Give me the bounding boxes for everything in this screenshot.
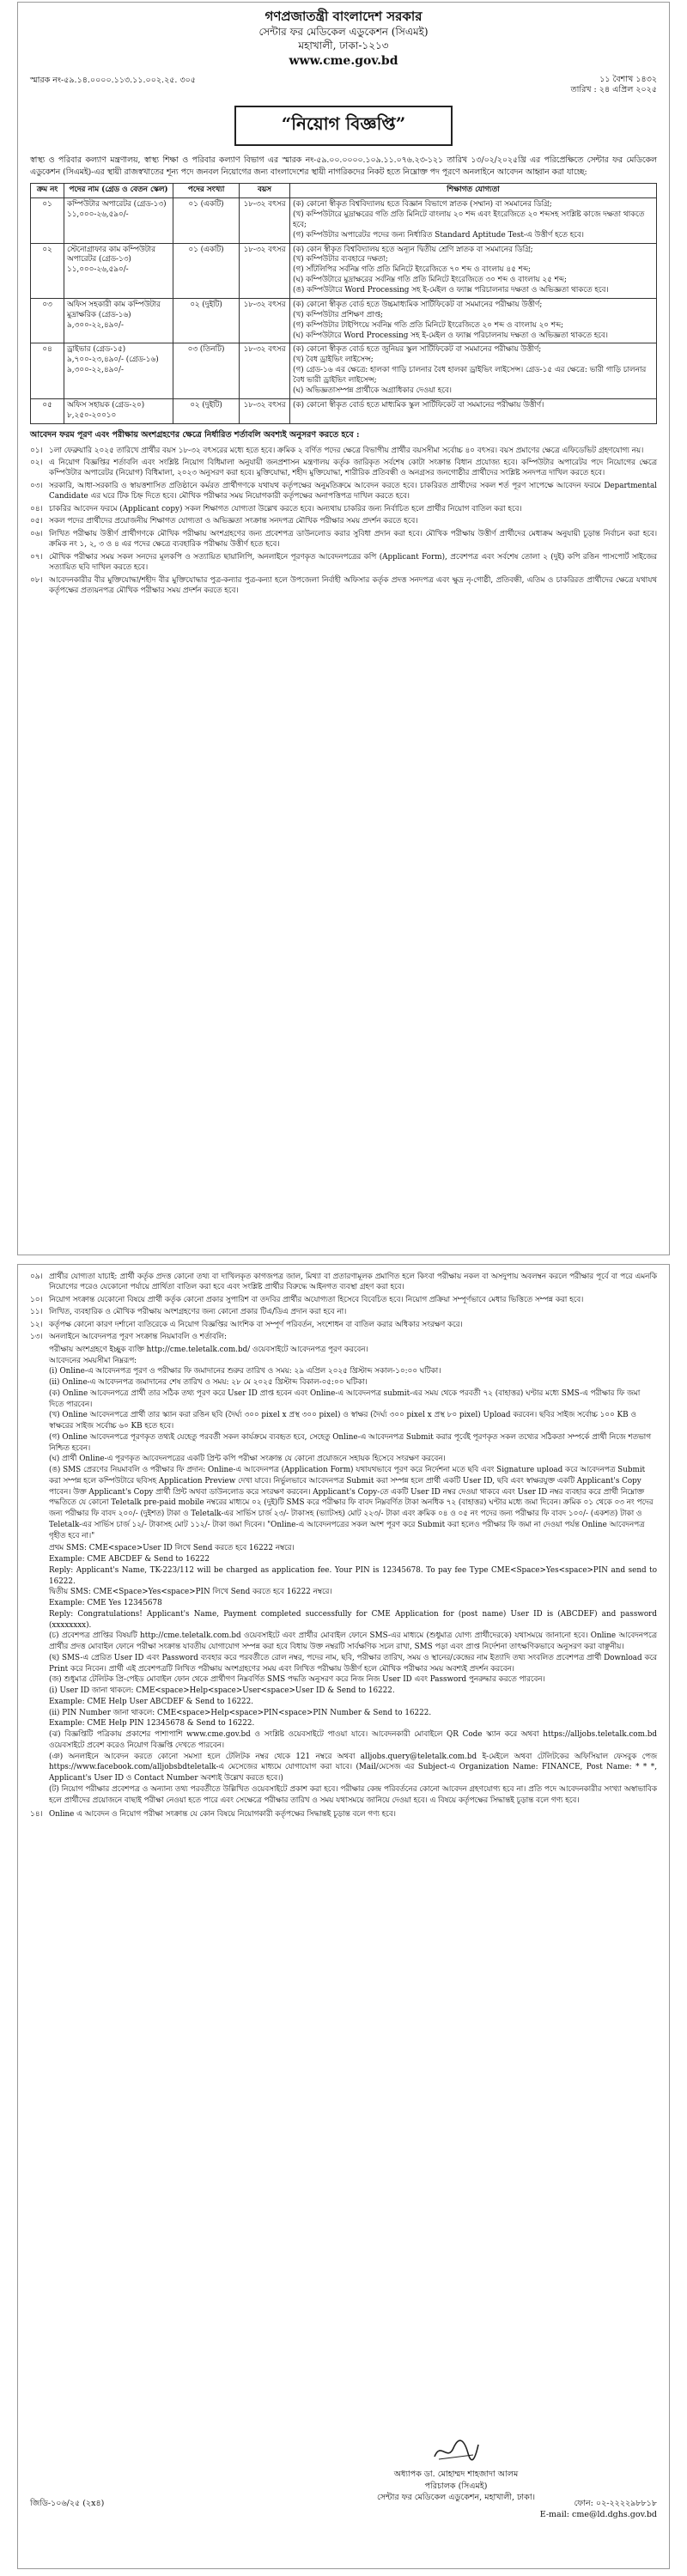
row-post-name: কম্পিউটার অপারেটর (গ্রেড-১৩) ১১,০০০-২৬,৫৯০/- — [64, 198, 173, 244]
notice-title: “নিয়োগ বিজ্ঞপ্তি” — [234, 106, 453, 146]
clause-item — [30, 529, 657, 550]
header-website: www.cme.gov.bd — [289, 53, 398, 68]
row-serial: ০২ — [31, 243, 64, 298]
clause-item — [30, 1272, 657, 1293]
row-qualification — [290, 298, 657, 343]
clause-item — [30, 446, 657, 456]
table-row — [31, 198, 657, 244]
qualification-item: (গ) সাঁটলিপির সর্বনিম্ন গতি প্রতি মিনিটে ইংরেজিতে ৭০ শব্দ ও বাংলায় ৪৫ শব্দ; — [293, 265, 531, 275]
clause-text: লিখিত, ব্যবহারিক ও মৌখিক পরীক্ষায় অংশগ্রহণের জন্য কোনো প্রকার টিএ/ডিএ প্রদান করা হবে না। — [49, 1308, 347, 1317]
header-address: মহাখালী, ঢাকা-১২১৩ — [298, 39, 389, 52]
qualification-item: (ক) কোন স্বীকৃত বিশ্ববিদ্যালয় হতে অন্যূন দ্বিতীয় শ্রেণি স্নাতক বা সমমানের ডিগ্রি; — [293, 245, 533, 254]
online-step-start: (i) Online-এ আবেদনপত্র পূরণ ও পরীক্ষার ফি জমাদানের শুরুর তারিখ ও সময়: ২৯ এপ্রিল ২০২৫ খ্রিস্টাব্দ সকাল-১০:০০ ঘটিকা। — [49, 1367, 441, 1376]
signature-scribble — [430, 2438, 482, 2464]
header-gov: গণপ্রজাতন্ত্রী বাংলাদেশ সরকার — [264, 9, 423, 24]
row-post-name: স্টেনোগ্রাফার কাম কম্পিউটার অপারেটর (গ্রেড-১৩) ১১,০০০-২৬,৫৯০/- — [64, 243, 173, 298]
qualification-item: (খ) কম্পিউটার প্রশিক্ষণ প্রাপ্ত; — [293, 310, 383, 319]
qualification-item: (খ) কম্পিউটারে মুদ্রাক্ষরের গতি প্রতি মিনিটে বাংলায় ২০ শব্দ এবং ইংরেজিতে ২০ শব্দসহ সংশ্লিষ্ট কাজে দক্ষতা থাকতে হবে; — [293, 210, 645, 229]
note-ja: (জ) শুধুমাত্র টেলিটক প্রি-পেইড মোবাইল ফোন থেকে প্রার্থীগণ নিম্নবর্ণিত SMS পদ্ধতি অনুসরণ করে নিজ নিজ User ID এবং Password পুনরুদ্ধার করতে পারবেন। — [49, 1675, 545, 1685]
row-post-count: ০২ (দুইটি) — [173, 298, 240, 343]
clause-text: লিখিত পরীক্ষায় উত্তীর্ণ প্রার্থীগণকে মৌখিক পরীক্ষায় অংশগ্রহণের জন্য প্রবেশপত্র ডাউনলোড করার সুবিধা প্রদান করা হবে। মৌখিক পরীক্ষায় উত্তীর্ণ প্রার্থীদের মেধাক্রম অনুযায়ী চূড়ান্ত নির্বাচন করা হবে। ক্রমিক নং ১, ২, ৩ ও ৪ এর পদের ক্ষেত্রে ব্যবহারিক পরীক্ষায় উত্তীর্ণ হতে হবে। — [49, 529, 657, 550]
clause-text: কর্তৃপক্ষ কোনো কারণ দর্শানো ব্যতিরেকে এ নিয়োগ বিজ্ঞপ্তির আংশিক বা সম্পূর্ণ পরিবর্তন, সংশোধন বা বাতিল করার অধিকার সংরক্ষণ করে। — [49, 1320, 463, 1329]
note-chha: (ছ) SMS-এ প্রেরিত User ID এবং Password ব্যবহার করে পরবর্তীতে রোল নম্বর, পদের নাম, ছবি, পরীক্ষার তারিখ, সময় ও স্থানের/কেন্দ্রের নাম ইত্যাদি তথ্য সংবলিত প্রবেশপত্র প্রার্থী Download করে Print করে নিবেন। প্রার্থী এই প্রবেশপত্রটি লিখিত পরীক্ষায় অংশগ্রহণের সময় এবং লিখিত পরীক্ষায় উত্তীর্ণ হলে মৌখিক পরীক্ষার সময় অবশ্যই প্রদর্শন করবেন। — [49, 1653, 657, 1674]
table-row — [31, 398, 657, 423]
qualification-item: (ক) কোনো স্বীকৃত বোর্ড হতে উচ্চমাধ্যমিক সার্টিফিকেট বা সমমানের পরীক্ষায় উত্তীর্ণ; — [293, 300, 543, 309]
online-sub-kha: (খ) Online আবেদনপত্রে প্রার্থী তার স্ক্যান করা রঙিন ছবি (দৈর্ঘ্য ৩০০ pixel x প্রস্থ ৩০০ pixel) ও স্বাক্ষর (দৈর্ঘ্য ৩০০ pixel x প্রস্থ ৮০ pixel) Upload করবেন। ছবির সাইজ সর্বোচ্চ ১০০ KB ও স্বাক্ষরের সাইজ সর্বোচ্চ ৬০ KB হতে হবে। — [49, 1411, 636, 1431]
row-age: ১৮-৩২ বৎসর — [240, 198, 290, 244]
col-post-count: পদের সংখ্যা — [173, 184, 240, 198]
clause-item — [30, 1809, 657, 1820]
notice-sheet-upper — [17, 2, 670, 1255]
row-qualification — [290, 343, 657, 398]
row-post-name: অফিস সহকারী কাম কম্পিউটার মুদ্রাক্ষরিক (গ্রেড-১৬) ৯,৩০০-২২,৪৯০/- — [64, 298, 173, 343]
row-serial: ০১ — [31, 198, 64, 244]
clause-number: ০৯। — [30, 1273, 43, 1281]
qualification-item: (ক) কোনো স্বীকৃত বিশ্ববিদ্যালয় হতে বিজ্ঞান বিভাগে স্নাতক (সম্মান) বা সমমানের ডিগ্রি; — [293, 200, 552, 210]
clause-text: এ নিয়োগ বিজ্ঞপ্তির শর্তাবলি এবং সংশ্লিষ্ট নিয়োগ বিধিমালা অনুযায়ী জনপ্রশাসন মন্ত্রণালয় কর্তৃক জারিকৃত সর্বশেষ কোটা সংক্রান্ত বিধান প্রযোজ্য হবে। কম্পিউটার অপারেটর পদে নিয়োগের ক্ষেত্রে কম্পিউটার অপারেটর (নিয়োগ) বিধিমালা, ২০২৩ অনুসরণ করা হবে। মুক্তিযোদ্ধা, শহীদ মুক্তিযোদ্ধা, শারীরিক প্রতিবন্ধী ও অনগ্রসর জনগোষ্ঠীর প্রার্থীদের সংশ্লিষ্ট সনদপত্র দাখিল করতে হবে। — [49, 459, 657, 478]
qualification-item: (গ) কম্পিউটার অপারেটর পদের জন্য নির্ধারিত Standard Aptitude Test-এ উত্তীর্ণ হতে হবে। — [293, 230, 584, 240]
online-sub-gha: (ঘ) প্রার্থী Online-এ পূরণকৃত আবেদনপত্রের একটি প্রিন্ট কপি পরীক্ষা সংক্রান্ত যে কোনো প্রয়োজনে সহায়ক হিসেবে সংরক্ষণ করবেন। — [49, 1455, 446, 1464]
qualification-item: (খ) কম্পিউটার ব্যবহারে দক্ষতা; — [293, 255, 388, 264]
note-ta: (ট) নিয়োগ পরীক্ষার প্রবেশপত্র ও অন্যান্য তথ্য পরবর্তীতে উল্লিখিত ওয়েবসাইটে প্রকাশ করা হবে। পরীক্ষার কেন্দ্র পরিবর্তনের কোনো আবেদন গ্রহণযোগ্য হবে না। প্রতি পদে আবেদনকারীর সংখ্যা অস্বাভাবিক হলে প্রার্থীদের প্রয়োজনে বাছাই পরীক্ষা নেওয়া হতে পারে এবং সেক্ষেত্রে পরীক্ষার তারিখ ও সময় যথাসময়ে জানিয়ে দেওয়া হবে। এ বিষয়ে কর্তৃপক্ষের সিদ্ধান্তই চূড়ান্ত বলে গণ্য হবে। — [49, 1784, 657, 1805]
qualification-item: (ঘ) কম্পিউটারে Word Processing সহ ই-মেইল ও ফ্যাক্স পরিচালনায় দক্ষতা ও অভিজ্ঞতা থাকতে হবে। — [293, 331, 608, 340]
clause-text: প্রার্থীর যোগ্যতা যাচাই: প্রার্থী কর্তৃক প্রদত্ত কোনো তথ্য বা দাখিলকৃত কাগজপত্র জাল, মিথ্যা বা প্রতারণামূলক প্রমাণিত হলে কিংবা পরীক্ষায় নকল বা অসদুপায় অবলম্বন করলে পরীক্ষার পূর্বে বা পরে এমনকি নিয়োগের পরেও যেকোনো পর্যায়ে প্রার্থিতা বাতিল করা হবে এবং সংশ্লিষ্ট প্রার্থীর বিরুদ্ধে আইনগত ব্যবস্থা গ্রহণ করা হবে। — [49, 1273, 657, 1292]
sms-first-label: প্রথম SMS: CME<space>User ID লিখে Send করতে হবে 16222 নম্বরে। — [49, 1544, 295, 1553]
clause-number: ০৩। — [30, 481, 43, 490]
footer-phone: ফোন: ০২-২২২২৯৮৮১৮ — [574, 2499, 657, 2508]
signatory-name: অধ্যাপক ডা. মোহাম্মদ শাহজাদা আলম — [393, 2470, 519, 2480]
clause-text: অনলাইনে আবেদনপত্র পূরণ সংক্রান্ত নিয়মাবলি ও শর্তাবলি: — [49, 1333, 227, 1342]
notice-sheet-lower — [17, 1264, 670, 2569]
clause-text: আবেদনকারীর বীর মুক্তিযোদ্ধা/শহীদ বীর মুক্তিযোদ্ধার পুত্র-কন্যার পুত্র-কন্যা হলে উপজেলা নির্বাহী অফিসার কর্তৃক প্রদত্ত সনদপত্র এবং ক্ষুদ্র নৃ-গোষ্ঠী, প্রতিবন্ধী, এতিম ও চাকরিরত প্রার্থীদের ক্ষেত্রে যথাযথ কর্তৃপক্ষের প্রত্যয়নপত্র মৌখিক পরীক্ষার সময় প্রদর্শন করতে হবে। — [49, 575, 657, 596]
memo-date-bn: ১১ বৈশাখ ১৪৩২ — [599, 74, 657, 84]
row-serial: ০৪ — [31, 343, 64, 398]
row-post-count: ০৩ (তিনটি) — [173, 343, 240, 398]
clause-item — [30, 1295, 657, 1305]
clause-number: ১৩। — [30, 1333, 43, 1342]
online-sub-ga: (গ) Online আবেদনপত্রে পূরণকৃত তথ্যই যেহেতু পরবর্তী সকল কার্যক্রমে ব্যবহৃত হবে, সেহেতু Online-এ আবেদনপত্র Submit করার পূর্বেই পূরণকৃত সকল তথ্যের সঠিকতা সম্পর্কে প্রার্থী নিজে শতভাগ নিশ্চিত হবেন। — [49, 1432, 651, 1453]
recover-pin-example: Example: CME Help PIN 12345678 & Send to 16222. — [49, 1719, 255, 1728]
clause-number: ০২। — [30, 459, 43, 467]
clause-text: চাকরির আবেদন ফরমে (Applicant copy) সকল শিক্ষাগত যোগ্যতা উল্লেখ করতে হবে। অন্যথায় চাকরির জন্য নির্বাচিত হলে প্রার্থীর নিয়োগ বাতিল করা হবে। — [49, 504, 522, 513]
conditions-heading: আবেদন ফরম পূরণ এবং পরীক্ষায় অংশগ্রহণের ক্ষেত্রে নির্ধারিত শর্তাবলি অবশ্যই অনুসরণ করতে হবে : — [30, 429, 360, 440]
clause-text: ১লা ফেব্রুয়ারি ২০২৫ তারিখে প্রার্থীর বয়স ১৮-৩২ বৎসরের মধ্যে হতে হবে। ক্রমিক ২ বর্ণিত পদের ক্ষেত্রে বিভাগীয় প্রার্থীর বয়সসীমা সর্বোচ্চ ৪০ বৎসর। বয়স প্রমাণের ক্ষেত্রে এফিডেভিট গ্রহণযোগ্য নয়। — [49, 446, 644, 455]
row-age: ১৮-৩২ বৎসর — [240, 398, 290, 423]
signature-block — [344, 2438, 568, 2503]
qualification-item: (ঘ) কম্পিউটারে মুদ্রাক্ষরের সর্বনিম্ন গতি প্রতি মিনিটে ইংরেজিতে ৩০ শব্দ ও বাংলায় ২৫ শব্দ; — [293, 276, 567, 285]
col-serial: ক্রম নং — [31, 184, 64, 198]
col-post-name: পদের নাম (গ্রেড ও বেতন স্কেল) — [64, 184, 173, 198]
qualification-item: (ঙ) কম্পিউটারে Word Processing সহ ই-মেইল ও ফ্যাক্স পরিচালনার দক্ষতা ও অভিজ্ঞতা থাকতে হবে। — [293, 286, 609, 295]
table-row — [31, 343, 657, 398]
row-age: ১৮-৩২ বৎসর — [240, 343, 290, 398]
row-qualification — [290, 243, 657, 298]
footer-code: জিডি-১০৬/২৫ (২x৪) — [30, 2499, 105, 2508]
memo-date-en: ২৪ এপ্রিল ২০২৫ — [599, 84, 657, 94]
row-post-count: ০২ (দুইটি) — [173, 398, 240, 423]
row-qualification — [290, 398, 657, 423]
row-post-count: ০১ (একটি) — [173, 198, 240, 244]
header — [30, 8, 657, 70]
row-post-name: অফিস সহায়ক (গ্রেড-২০) ৮,২৫০-২০০১০ — [64, 398, 173, 423]
sms-second-reply: Reply: Congratulations! Applicant's Name, Payment completed successfully for CME Application for (post name) User ID is (ABCDEF) and password (xxxxxxxx). — [49, 1609, 657, 1630]
online-schedule-label: আবেদনের সময়সীমা নিম্নরূপ: — [49, 1356, 137, 1365]
qualification-item: (খ) বৈধ ড্রাইভিং লাইসেন্স; — [293, 355, 374, 365]
header-org: সেন্টার ফর মেডিকেল এডুকেশন (সিএমই) — [258, 26, 429, 39]
online-site-line: পরীক্ষায় অংশগ্রহণে ইচ্ছুক ব্যক্তি http://cme.teletalk.com.bd/ ওয়েবসাইটে আবেদনপত্র পূরণ করবেন। — [49, 1345, 368, 1354]
clause-number: ০৭। — [30, 552, 43, 562]
row-post-name: ড্রাইভার (গ্রেড-১৫) ৯,৭০০-২৩,৪৯০/- (গ্রেড-১৬) ৯,৩০০-২২,৪৯০/- — [64, 343, 173, 398]
recover-userid: (i) User ID জানা থাকলে: CME<space>Help<space>User<space>User ID & Send to 16222. — [49, 1686, 395, 1696]
footer — [30, 2498, 657, 2521]
clause-number: ১১। — [30, 1308, 43, 1317]
recover-userid-example: Example: CME Help User ABCDEF & Send to 16222. — [49, 1697, 254, 1706]
signatory-designation: পরিচালক (সিএমই) — [424, 2481, 488, 2491]
row-serial: ০৩ — [31, 298, 64, 343]
clause-number: ০৪। — [30, 504, 43, 513]
clause-item — [30, 458, 657, 479]
clause-number: ১৪। — [30, 1810, 43, 1820]
table-row — [31, 298, 657, 343]
signatory-office: সেন্টার ফর মেডিকেল এডুকেশন, মহাখালী, ঢাকা। — [377, 2492, 535, 2502]
memo-dates — [570, 75, 657, 96]
row-serial: ০৫ — [31, 398, 64, 423]
clause-number: ০৮। — [30, 575, 43, 585]
clause-item — [30, 575, 657, 597]
clause-text: মৌখিক পরীক্ষার সময় সকল সনদের মূলকপি ও সত্যায়িত ছায়ালিপি, অনলাইনে পূরণকৃত আবেদনপত্রের কপি (Applicant Form), প্রবেশপত্র এবং সর্বশেষ তোলা ২ (দুই) কপি রঙিন পাসপোর্ট সাইজের সত্যায়িত ছবি দাখিল করতে হবে। — [49, 552, 657, 573]
clause-item — [30, 504, 657, 514]
clause-number: ১২। — [30, 1320, 43, 1329]
qualification-item: (গ) গ্রেড-১৬ এর ক্ষেত্রে: হালকা গাড়ি চালনার বৈধ হালকা ড্রাইভিং লাইসেন্স। গ্রেড-১৫ এর ক্ষেত্রে: ভারী গাড়ি চালনার বৈধ ভারী ড্রাইভিং লাইসেন্স; — [293, 366, 647, 386]
note-nya: (ঞ) অনলাইনে আবেদন করতে কোনো সমস্যা হলে টেলিটক নম্বর থেকে 121 নম্বরে অথবা alljobs.query@teletalk.com.bd ই-মেইলে অথবা টেলিটকের অফিসিয়াল ফেসবুক পেজ https://www.facebook.com/alljobsbdteletalk-এ মেসেজের মাধ্যমে যোগাযোগ করা যাবে। (Mail/মেসেজ এর Subject-এ Organization Name: FINANCE, Post Name: * * *, Applicant's User ID ও Contact Number অবশ্যই উল্লেখ করতে হবে।) — [49, 1752, 657, 1783]
posts-table-header — [31, 184, 657, 198]
clause-number: ১০। — [30, 1295, 43, 1304]
recover-pin: (ii) PIN Number জানা থাকলে: CME<space>Help<space>PIN<space>PIN Number & Send to 16222. — [49, 1708, 432, 1717]
footer-email: E-mail: cme@ld.dghs.gov.bd — [539, 2510, 657, 2520]
memo-ref: স্মারক নং-৫৯.১৪.০০০০.১১৩.১১.০০২.২৫. ৩০৫ — [30, 75, 196, 85]
sms-second-example: Example: CME Yes 12345678 — [49, 1599, 162, 1608]
memo-date-label: তারিখ : — [570, 84, 597, 94]
online-step-end: (ii) Online-এ আবেদনপত্র জমাদানের শেষ তারিখ ও সময়: ২৮ মে ২০২৫ খ্রিস্টাব্দ বিকাল-০৫:০০ ঘটিকা। — [49, 1378, 368, 1388]
qualification-item: (ক) কোনো স্বীকৃত বোর্ড হতে মাধ্যমিক স্কুল সার্টিফিকেট বা সমমানের পরীক্ষায় উত্তীর্ণ। — [293, 400, 544, 410]
clause-item — [30, 552, 657, 574]
note-jha: (ঝ) বিজ্ঞপ্তিটি পত্রিকায় প্রকাশের পাশাপাশি www.cme.gov.bd ও সংশ্লিষ্ট ওয়েবসাইটে পাওয়া যাবে। আবেদনকারী মোবাইলে QR Code স্ক্যান করে অথবা https://alljobs.teletalk.com.bd ওয়েবসাইটে প্রবেশ করেও নিয়োগ বিজ্ঞপ্তি দেখতে পারবেন। — [49, 1730, 657, 1750]
qualification-item: (গ) কম্পিউটার টাইপিংয়ে সর্বনিম্ন গতি প্রতি মিনিটে ইংরেজিতে ২০ শব্দ ও বাংলায় ২০ শব্দ; — [293, 320, 564, 330]
online-sub-uma: (ঙ) SMS প্রেরণের নিয়মাবলি ও পরীক্ষার ফি প্রদান: Online-এ আবেদনপত্র (Application Form) যথাযথভাবে পূরণ করে নির্দেশনা মতে ছবি এবং Signature upload করে আবেদনপত্র Submit করা সম্পন্ন হলে কম্পিউটারে ছবিসহ Application Preview দেখা যাবে। নির্ভুলভাবে আবেদনপত্র Submit করা সম্পন্ন হলে প্রার্থী একটি User ID, ছবি এবং স্বাক্ষরযুক্ত একটি Applicant's Copy পাবেন। উক্ত Applicant's Copy প্রার্থী প্রিন্ট অথবা ডাউনলোড করে সংরক্ষণ করবেন। Applicant's Copy-তে একটি User ID নম্বর দেওয়া থাকবে এবং User ID নম্বর ব্যবহার করে প্রার্থী নিম্নোক্ত পদ্ধতিতে যে কোনো Teletalk pre-paid mobile নম্বরের মাধ্যমে ০২ (দুই)টি SMS করে পরীক্ষার ফি বাবদ নিম্নবর্ণিত টাকা অনধিক ৭২ (বাহাত্তর) ঘণ্টার মধ্যে জমা দিবেন। ক্রমিক ০১ থেকে ০৩ নং পদের জন্য পরীক্ষার ফি বাবদ ২০০/- (দুইশত) টাকা ও Teletalk-এর সার্ভিস চার্জ ২৩/- টাকাসহ (ভ্যাটসহ) মোট ২২৩/- টাকা এবং ক্রমিক ০৪ ও ০৫ নং পদের জন্য পরীক্ষার ফি বাবদ ১০০/- (একশত) টাকা ও Teletalk-এর সার্ভিস চার্জ ১২/- টাকাসহ মোট ১১২/- টাকা জমা দিবেন। "Online-এ আবেদনপত্রের সকল অংশ পূরণ করে Submit করা হলেও পরীক্ষার ফি জমা না দেওয়া পর্যন্ত Online আবেদনপত্র গৃহীত হবে না।" — [49, 1466, 654, 1540]
col-qualification: শিক্ষাগত যোগ্যতা — [290, 184, 657, 198]
col-age: বয়স — [240, 184, 290, 198]
row-age: ১৮-৩২ বৎসর — [240, 243, 290, 298]
table-row — [31, 243, 657, 298]
clause-item — [30, 1320, 657, 1330]
intro-paragraph: স্বাস্থ্য ও পরিবার কল্যাণ মন্ত্রণালয়, স্বাস্থ্য শিক্ষা ও পরিবার কল্যাণ বিভাগ এর স্মারক নং-৫৯.০০.০০০০.১০৯.১১.০৭৬.২৩-১২১ তারিখ ১৩/০২/২০২৫খ্রি এর পরিপ্রেক্ষিতে সেন্টার ফর মেডিকেল এডুকেশন (সিএমই)-এর স্থায়ী রাজস্বখাতের শূন্য পদে জনবল নিয়োগের জন্য বাংলাদেশের স্থায়ী নাগরিকদের নিকট হতে নিম্নোক্ত পদ পূরণে অনলাইনে আবেদন আহ্বান করা যাচ্ছে: — [30, 155, 657, 177]
sms-first-reply: Reply: Applicant's Name, TK-223/112 will be charged as application fee. Your PIN is 12345678. To pay fee Type CME<Space>Yes<space>PIN and send to 16222. — [49, 1565, 657, 1586]
clause-item — [30, 516, 657, 526]
note-cha: (চ) প্রবেশপত্র প্রাপ্তির বিষয়টি http://cme.teletalk.com.bd ওয়েবসাইটে এবং প্রার্থীর মোবাইল ফোনে SMS-এর মাধ্যমে (শুধুমাত্র যোগ্য প্রার্থীদেরকে) যথাসময়ে জানানো হবে। Online আবেদনপত্রে প্রার্থীর প্রদত্ত মোবাইল ফোনে পরীক্ষা সংক্রান্ত যাবতীয় যোগাযোগ সম্পন্ন করা হবে বিধায় উক্ত নম্বরটি সার্বক্ষণিক সচল রাখা, SMS পড়া এবং প্রাপ্ত নির্দেশনা তাৎক্ষণিকভাবে অনুসরণ করা বাঞ্ছনীয়। — [49, 1631, 657, 1652]
clause-text: নিয়োগ সংক্রান্ত যেকোনো বিষয়ে প্রার্থী কর্তৃক কোনো প্রকার সুপারিশ বা তদবির প্রার্থীর অযোগ্যতা হিসেবে বিবেচিত হবে। নিয়োগ প্রক্রিয়া সম্পূর্ণভাবে মেধার ভিত্তিতে সম্পন্ন করা হবে। — [49, 1295, 584, 1304]
clause-text: Online এ আবেদন ও নিয়োগ পরীক্ষা সংক্রান্ত যে কোন বিষয়ে নিয়োগকারী কর্তৃপক্ষের সিদ্ধান্তই চূড়ান্ত বলে গণ্য হবে। — [49, 1810, 396, 1820]
clause-text: সকল পদের প্রার্থীদের প্রয়োজনীয় শিক্ষাগত যোগ্যতা ও অভিজ্ঞতা সংক্রান্ত সনদপত্র মৌখিক পরীক্ষার সময় প্রদর্শন করতে হবে। — [49, 517, 418, 526]
clause-item — [30, 1332, 657, 1342]
row-qualification — [290, 198, 657, 244]
clause-item — [30, 481, 657, 502]
clause-number: ০৬। — [30, 529, 43, 538]
memo-line — [30, 75, 657, 96]
qualification-item: (ক) কোনো স্বীকৃত বোর্ড হতে জুনিয়র স্কুল সার্টিফিকেট বা সমমানের পরীক্ষায় উত্তীর্ণ; — [293, 345, 542, 355]
clause-number: ০১। — [30, 446, 43, 455]
clause-text: সরকারি, আধা-সরকারি ও স্বায়ত্তশাসিত প্রতিষ্ঠানে কর্মরত প্রার্থীগণকে যথাযথ কর্তৃপক্ষের অনুমতিক্রমে আবেদন করতে হবে। চাকরিরত প্রার্থীদের সকল শর্ত পূরণ সাপেক্ষে আবেদন ফরমে Departmental Candidate এর ঘরে টিক চিহ্ন দিতে হবে। মৌখিক পরীক্ষার সময় নিয়োগকারী কর্তৃপক্ষের অনাপত্তিপত্র দাখিল করতে হবে। — [49, 481, 657, 501]
sms-second-label: দ্বিতীয় SMS: CME<Space>Yes<space>PIN লিখে Send করতে হবে 16222 নম্বরে। — [49, 1588, 332, 1597]
clause-item — [30, 1307, 657, 1317]
row-age: ১৮-৩২ বৎসর — [240, 298, 290, 343]
sms-instructions — [49, 1543, 657, 1806]
posts-table — [30, 183, 657, 423]
sms-first-example: Example: CME ABCDEF & Send to 16222 — [49, 1555, 210, 1564]
qualification-item: (ঘ) অভিজ্ঞতাসম্পন্ন প্রার্থীকে অগ্রাধিকার দেওয়া হবে। — [293, 386, 452, 395]
row-post-count: ০১ (একটি) — [173, 243, 240, 298]
online-application-steps — [49, 1345, 657, 1542]
online-sub-ka: (ক) Online আবেদনপত্রে প্রার্থী তার সঠিক তথ্য পূরণ করে User ID প্রাপ্ত হবেন এবং Online-এ আবেদনপত্র submit-এর সময় থেকে পরবর্তী ৭২ (বাহাত্তর) ঘণ্টার মধ্যে SMS-এ পরীক্ষার ফি জমা দিতে পারবেন। — [49, 1388, 641, 1409]
clause-number: ০৫। — [30, 517, 43, 526]
